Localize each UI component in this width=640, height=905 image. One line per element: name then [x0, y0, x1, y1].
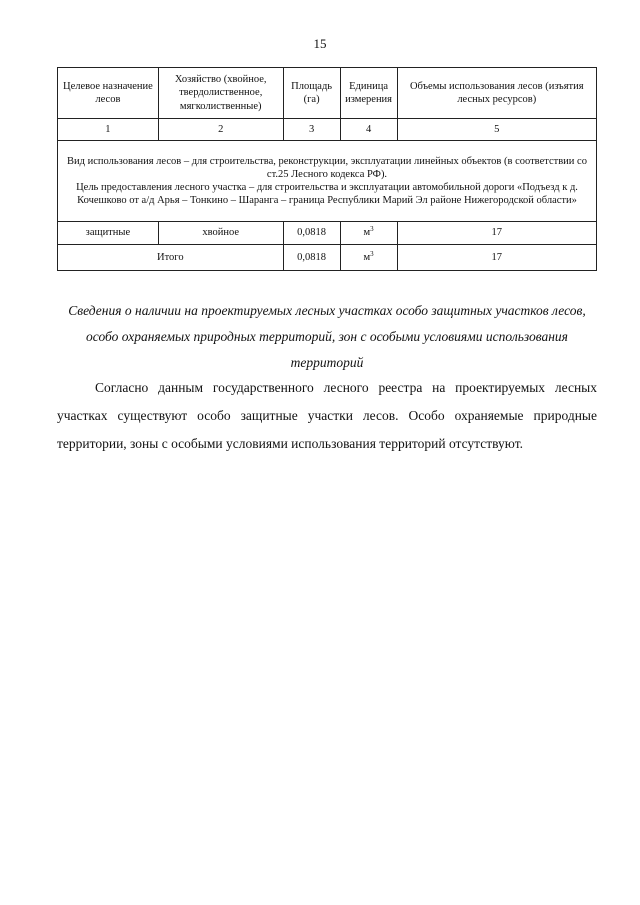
usage-info-cell [58, 141, 597, 222]
total-unit [340, 245, 397, 271]
total-area: 0,0818 [283, 245, 340, 271]
unit-exponent: 3 [370, 249, 374, 258]
header-farm: Хозяйство (хвойное, твердолиственное, мягколиственные) [158, 68, 283, 119]
column-number-row [58, 119, 597, 141]
header-volume: Объемы использования лесов (изъятия лесных ресурсов) [397, 68, 596, 119]
header-purpose: Целевое назначение лесов [58, 68, 159, 119]
table-header-row [58, 68, 597, 119]
cell-area: 0,0818 [283, 222, 340, 245]
unit-base: м [363, 227, 371, 239]
forest-use-table [57, 67, 597, 271]
cell-volume: 17 [397, 222, 596, 245]
page-number: 15 [313, 36, 327, 51]
cell-purpose: защитные [58, 222, 159, 245]
header-unit: Единица измерения [340, 68, 397, 119]
column-number: 5 [397, 119, 596, 141]
usage-info-row [58, 141, 597, 222]
cell-farm: хвойное [158, 222, 283, 245]
column-number: 3 [283, 119, 340, 141]
total-row [58, 245, 597, 271]
unit-base: м [363, 251, 371, 263]
column-number: 4 [340, 119, 397, 141]
table-row [58, 222, 597, 245]
total-volume: 17 [397, 245, 596, 271]
usage-purpose-text: Цель предоставления лесного участка – для строительства и эксплуатации автомобильной дороги «Подъезд к д. Кочешково от а/д Арья – Тонкино – Шаранга – граница Республики Марий Эл районе Нижегородской области» [76, 182, 578, 207]
usage-type-text: Вид использования лесов – для строительства, реконструкции, эксплуатации линейных объектов (в соответствии со ст.25 Лесного кодекса РФ). [67, 155, 587, 180]
header-area: Площадь (га) [283, 68, 340, 119]
cell-unit [340, 222, 397, 245]
total-label: Итого [58, 245, 284, 271]
section-heading: Сведения о наличии на проектируемых лесных участках особо защитных участков лесов, особо охраняемых природных территорий, зон с особыми условиями использования территорий [68, 303, 586, 370]
body-paragraph: Согласно данным государственного лесного реестра на проектируемых лесных участках существуют особо защитные участки лесов. Особо охраняемые природные территории, зоны с особыми условиями использования территорий отсутствуют. [57, 380, 597, 451]
unit-exponent: 3 [370, 225, 374, 234]
column-number: 2 [158, 119, 283, 141]
column-number: 1 [58, 119, 159, 141]
